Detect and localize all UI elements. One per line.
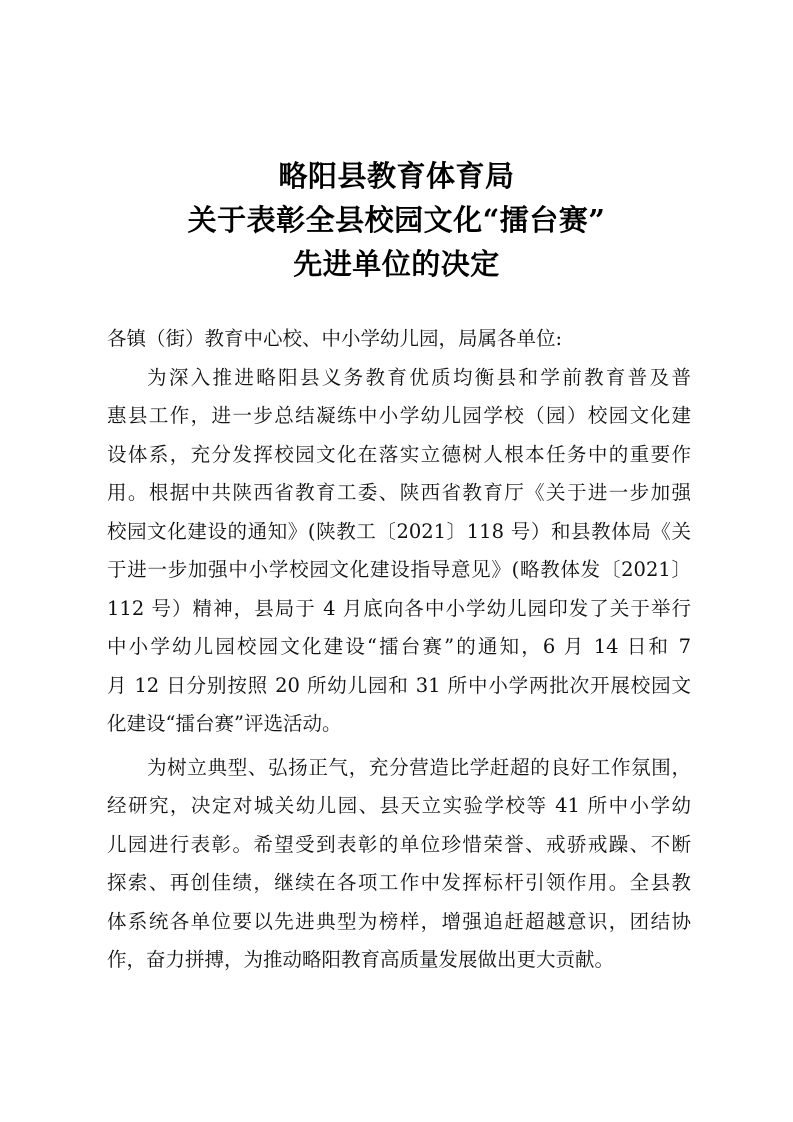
paragraph-1-line: 于进一步加强中小学校园文化建设指导意见》(略教体发〔2021〕 xyxy=(107,558,691,581)
paragraph-2-line: 为树立典型、弘扬正气，充分营造比学赶超的良好工作氛围， xyxy=(147,755,691,779)
title-line-2: 关于表彰全县校园文化“擂台赛” xyxy=(187,203,606,237)
paragraph-2-line: 探索、再创佳绩，继续在各项工作中发挥标杆引领作用。全县教 xyxy=(107,871,691,894)
paragraph-1-line: 中小学幼儿园校园文化建设“擂台赛”的通知，6 月 14 日和 7 xyxy=(107,635,691,658)
paragraph-1-line: 112 号）精神，县局于 4 月底向各中小学幼儿园印发了关于举行 xyxy=(107,596,691,620)
paragraph-2-line: 作，奋力拼搏，为推动略阳教育高质量发展做出更大贡献。 xyxy=(107,948,615,971)
paragraph-1-line: 化建设“擂台赛”评选活动。 xyxy=(107,712,342,735)
salutation: 各镇（街）教育中心校、中小学幼儿园，局属各单位: xyxy=(107,327,563,350)
paragraph-1-line: 月 12 日分别按照 20 所幼儿园和 31 所中小学两批次开展校园文 xyxy=(107,673,691,697)
paragraph-2-line: 儿园进行表彰。希望受到表彰的单位珍惜荣誉、戒骄戒躁、不断 xyxy=(107,832,691,856)
paragraph-1 xyxy=(107,359,691,744)
paragraph-2-line: 经研究，决定对城关幼儿园、县天立实验学校等 41 所中小学幼 xyxy=(107,794,691,817)
paragraph-1-line: 校园文化建设的通知》(陕教工〔2021〕118 号）和县教体局《关 xyxy=(107,519,691,543)
paragraph-1-line: 用。根据中共陕西省教育工委、陕西省教育厅《关于进一步加强 xyxy=(107,481,691,504)
paragraph-1-line: 为深入推进略阳县义务教育优质均衡县和学前教育普及普 xyxy=(147,365,691,389)
document-title xyxy=(0,154,793,286)
paragraph-1-line: 惠县工作，进一步总结凝练中小学幼儿园学校（园）校园文化建 xyxy=(107,404,691,427)
title-line-3: 先进单位的决定 xyxy=(293,247,500,281)
document-body xyxy=(107,320,691,980)
paragraph-1-line: 设体系，充分发挥校园文化在落实立德树人根本任务中的重要作 xyxy=(107,442,691,466)
paragraph-2 xyxy=(107,749,691,980)
title-line-1: 略阳县教育体育局 xyxy=(278,159,515,193)
paragraph-2-line: 体系统各单位要以先进典型为榜样，增强追赶超越意识，团结协 xyxy=(107,909,691,933)
